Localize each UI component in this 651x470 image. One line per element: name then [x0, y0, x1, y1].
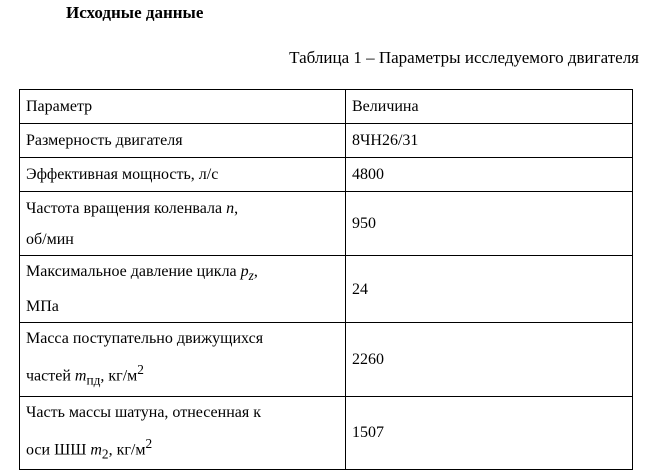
table-header-row	[20, 90, 633, 124]
header-param: Параметр	[20, 90, 346, 124]
math-symbol: n	[226, 199, 235, 217]
unit-superscript: 2	[145, 435, 153, 451]
math-symbol: p	[240, 263, 249, 280]
param-cell	[20, 192, 346, 256]
param-line: МПа	[26, 298, 59, 316]
value-cell: 24	[346, 256, 633, 323]
param-tail: , кг/м	[108, 441, 146, 459]
value-cell: 2260	[346, 323, 633, 397]
table-row	[20, 124, 633, 158]
value-cell: 8ЧН26/31	[346, 124, 633, 158]
param-cell	[20, 396, 346, 470]
value-cell: 4800	[346, 158, 633, 192]
param-cell	[20, 323, 346, 397]
math-symbol: m	[90, 441, 102, 459]
math-subscript: 2	[101, 446, 109, 462]
table-row	[20, 396, 633, 470]
parameters-table	[19, 89, 633, 470]
param-line	[26, 193, 339, 224]
param-line	[26, 428, 339, 470]
table-row	[20, 192, 633, 256]
param-tail: ,	[234, 199, 239, 217]
param-tail: ,	[253, 263, 258, 280]
table-row	[20, 323, 633, 397]
param-line: об/мин	[26, 230, 74, 248]
value-cell: 950	[346, 192, 633, 256]
param-cell: Размерность двигателя	[20, 124, 346, 158]
param-tail: , кг/м	[100, 367, 138, 385]
param-line: Часть массы шатуна, отнесенная к	[26, 403, 262, 421]
param-line	[26, 354, 339, 396]
param-line	[26, 256, 339, 291]
table-row	[20, 158, 633, 192]
table-row	[20, 256, 633, 323]
param-text: оси ШШ	[26, 441, 91, 459]
math-subscript: пд	[86, 372, 101, 388]
section-heading: Исходные данные	[66, 3, 204, 22]
value-cell: 1507	[346, 396, 633, 470]
table-caption: Таблица 1 – Параметры исследуемого двигателя	[289, 48, 639, 67]
param-line: Масса поступательно движущихся	[26, 330, 264, 348]
param-cell	[20, 256, 346, 323]
param-text: Частота вращения коленвала	[26, 199, 227, 217]
math-subscript: z	[248, 268, 254, 284]
unit-superscript: 2	[137, 362, 144, 378]
math-symbol: m	[74, 367, 87, 385]
param-text: Максимальное давление цикла	[26, 263, 241, 280]
header-value: Величина	[346, 90, 633, 124]
param-text: частей	[26, 367, 75, 385]
param-cell: Эффективная мощность, л/с	[20, 158, 346, 192]
